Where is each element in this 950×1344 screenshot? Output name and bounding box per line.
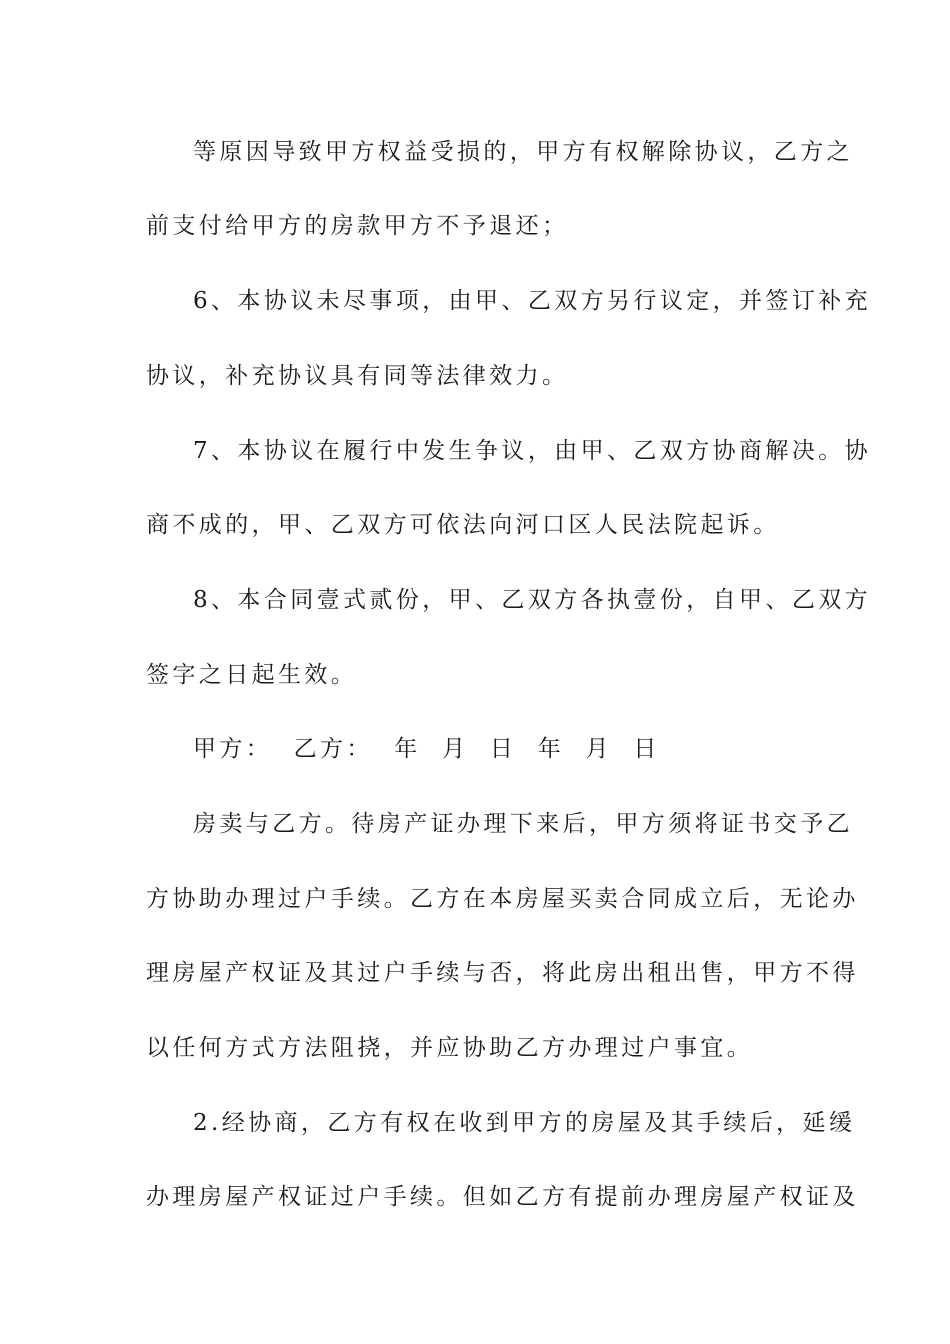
text-line: 等原因导致甲方权益受损的，甲方有权解除协议，乙方之	[193, 139, 853, 165]
text-line: 6、本协议未尽事项，由甲、乙双方另行议定，并签订补充	[193, 288, 872, 314]
text-line: 2.经协商，乙方有权在收到甲方的房屋及其手续后，延缓	[193, 1110, 856, 1136]
text-line: 商不成的，甲、乙双方可依法向河口区人民法院起诉。	[146, 512, 780, 538]
text-line: 前支付给甲方的房款甲方不予退还；	[146, 213, 569, 239]
text-line: 理房屋产权证及其过户手续与否，将此房出租出售，甲方不得	[146, 960, 859, 986]
signature-date-line: 甲方： 乙方： 年 月 日 年 月 日	[193, 736, 660, 762]
text-line: 协议，补充协议具有同等法律效力。	[146, 363, 569, 389]
text-line: 办理房屋产权证过户手续。但如乙方有提前办理房屋产权证及	[146, 1184, 859, 1210]
text-line: 方协助办理过户手续。乙方在本房屋买卖合同成立后，无论办	[146, 886, 859, 912]
text-line: 8、本合同壹式贰份，甲、乙双方各执壹份，自甲、乙双方	[193, 587, 872, 613]
text-line: 房卖与乙方。待房产证办理下来后，甲方须将证书交予乙	[193, 811, 853, 837]
text-line: 以任何方式方法阻挠，并应协助乙方办理过户事宜。	[146, 1035, 754, 1061]
text-line: 7、本协议在履行中发生争议，由甲、乙双方协商解决。协	[193, 438, 872, 464]
text-line: 签字之日起生效。	[146, 662, 358, 688]
